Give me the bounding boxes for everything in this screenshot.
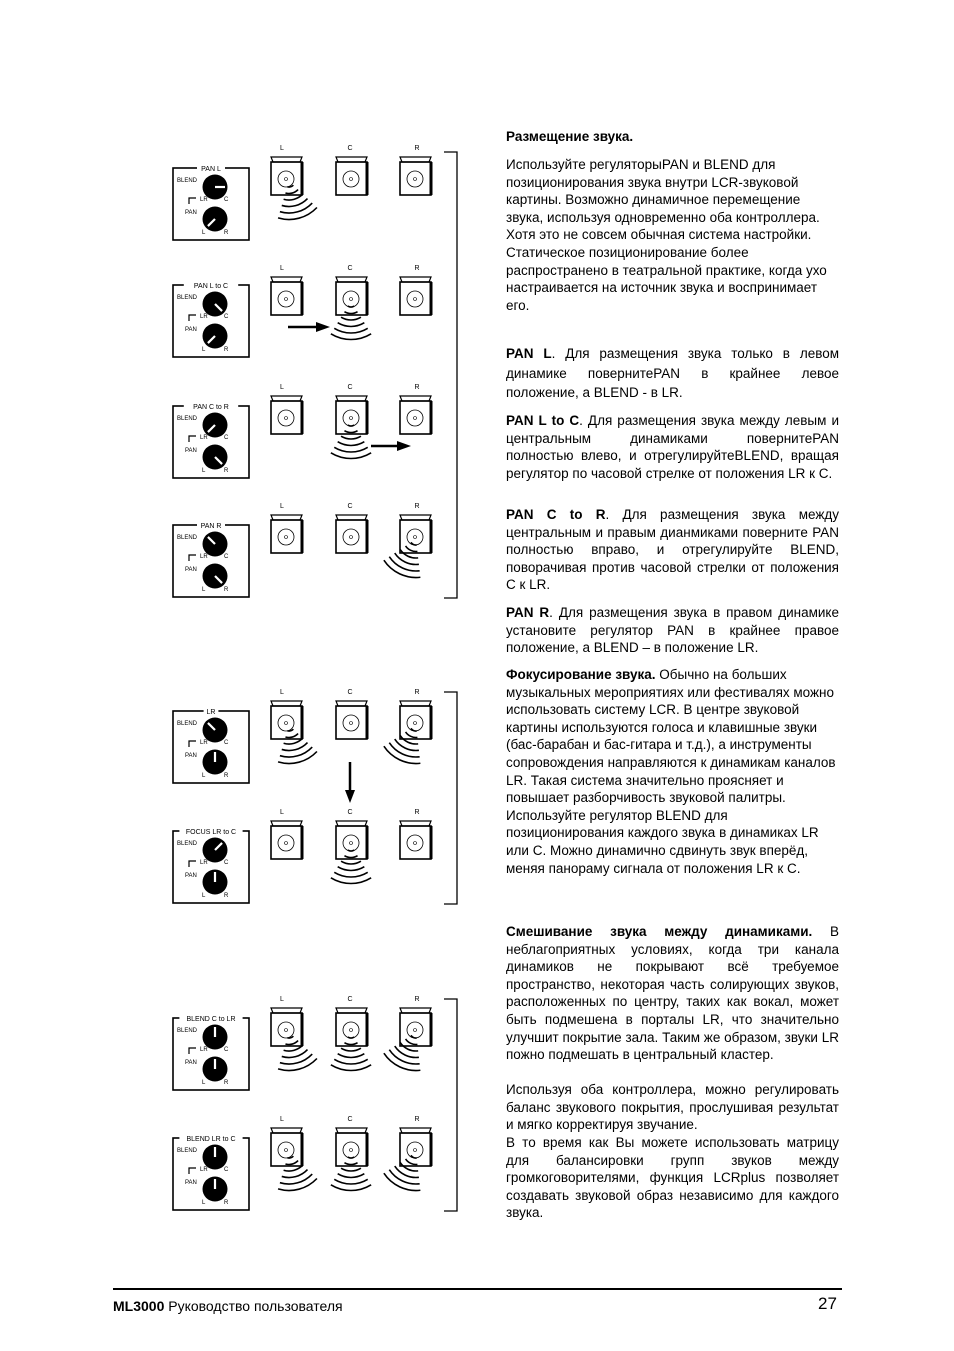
speaker-center-box — [336, 401, 367, 434]
sound-wave — [348, 1037, 354, 1038]
speaker-left-cone — [278, 529, 294, 545]
speaker-row — [271, 1116, 431, 1191]
sound-wave — [341, 436, 361, 439]
speaker-center-cone — [343, 291, 359, 307]
speaker-center-cone — [343, 715, 359, 731]
sound-wave — [341, 317, 361, 320]
control-panel — [173, 401, 249, 478]
speaker-center-box — [336, 162, 367, 195]
sec-mix-2: Используя оба контроллера, можно регулировать баланс звукового покрытия, прослушивая результат и мягко корректируя звучание. — [506, 1082, 839, 1133]
speaker-right-box — [400, 401, 431, 434]
speaker-left-box — [271, 282, 302, 315]
sec-mix-title: Смешивание звука между динамиками. — [506, 924, 813, 939]
knob-l-label: L — [202, 1200, 206, 1206]
move-arrow-head — [316, 322, 330, 332]
footer-rule — [113, 1288, 842, 1290]
control-panel — [173, 1133, 249, 1210]
bracket-mark — [189, 741, 196, 747]
speaker-row — [271, 384, 431, 458]
sound-wave — [406, 546, 418, 552]
sound-wave — [334, 328, 367, 333]
knob-r-label: R — [224, 230, 229, 236]
bracket-mark — [189, 436, 196, 442]
panel-title: FOCUS LR to C — [185, 829, 237, 836]
speaker-left-dust-cap — [285, 1149, 288, 1152]
speaker-right-box — [400, 282, 431, 315]
sound-wave — [285, 734, 298, 738]
speaker-left-dust-cap — [285, 722, 288, 725]
speaker-left-cone — [278, 410, 294, 426]
sec-pan-l-c — [506, 412, 839, 482]
speaker-right-dust-cap — [414, 1029, 417, 1032]
speaker-left-dust-cap — [285, 178, 288, 181]
speaker-right-dust-cap — [414, 1149, 417, 1152]
sound-wave — [331, 453, 371, 459]
sound-wave — [348, 1157, 354, 1158]
speaker-center-box — [336, 282, 367, 315]
speaker-label: R — [414, 689, 420, 696]
speaker-center-cone — [343, 529, 359, 545]
knob-l-label: L — [202, 893, 206, 899]
group-bracket — [444, 152, 457, 598]
pan-label: PAN — [185, 753, 197, 759]
control-panel — [173, 280, 249, 357]
speaker-left-cone — [278, 1142, 294, 1158]
knob-c-label: C — [224, 860, 229, 866]
control-panel — [173, 163, 249, 240]
blend-label: BLEND — [177, 1028, 198, 1034]
speaker-right-box — [400, 520, 431, 553]
sound-wave — [348, 306, 354, 307]
speaker-left-box — [271, 520, 302, 553]
speaker-left-box — [271, 826, 302, 859]
sound-wave — [331, 1185, 371, 1191]
sound-wave — [338, 1174, 365, 1178]
sound-wave — [331, 878, 371, 884]
sec-pan-c-r — [506, 506, 839, 594]
knob-r-label: R — [224, 773, 229, 779]
knob-c-label: C — [224, 435, 229, 441]
pan-label: PAN — [185, 1180, 197, 1186]
sound-wave — [341, 1048, 361, 1051]
sec-mix — [506, 923, 839, 1064]
sec-pan-l-body: . Для размещения звука только в левом динамике повернитеPAN в крайнее левое положение, а BLEND - в LR. — [506, 346, 840, 400]
sound-wave — [384, 560, 420, 577]
speaker-label: C — [347, 996, 353, 1003]
knob-c-label: C — [224, 1167, 229, 1173]
group-bracket — [444, 999, 457, 1211]
speaker-right-cone — [407, 291, 423, 307]
sound-wave — [384, 1173, 420, 1190]
speaker-center-dust-cap — [350, 1149, 353, 1152]
knob-l-label: L — [202, 773, 206, 779]
speaker-label: C — [347, 689, 353, 696]
pan-label: PAN — [185, 873, 197, 879]
speaker-right-cone — [407, 410, 423, 426]
speaker-center-box — [336, 1013, 367, 1046]
speaker-center-box — [336, 826, 367, 859]
speaker-left-cone — [278, 835, 294, 851]
sound-wave — [278, 751, 317, 763]
bracket-mark — [189, 1168, 196, 1174]
sound-wave — [341, 861, 361, 864]
pan-label: PAN — [185, 327, 197, 333]
sec-pan-l-c-title: PAN L to C — [506, 413, 580, 428]
speaker-center-dust-cap — [350, 842, 353, 845]
sound-wave — [331, 1065, 371, 1071]
sound-wave — [338, 323, 365, 327]
move-arrow-head — [397, 441, 411, 451]
speaker-center-dust-cap — [350, 1029, 353, 1032]
speaker-label: C — [347, 145, 353, 152]
speaker-center-cone — [343, 171, 359, 187]
sec-pan-c-r-title: PAN C to R — [506, 507, 606, 522]
speaker-center-cone — [343, 835, 359, 851]
speaker-label: R — [414, 265, 420, 272]
sound-wave — [338, 442, 365, 446]
speaker-label: L — [280, 145, 284, 152]
speaker-center-dust-cap — [350, 178, 353, 181]
speaker-left-box — [271, 401, 302, 434]
bracket-mark — [189, 1048, 196, 1054]
sound-wave — [334, 1059, 367, 1064]
speaker-row — [271, 689, 431, 764]
knob-lr-label: LR — [200, 740, 208, 746]
sec-pan-c-r-body: . Для размещения звука между центральным и правым дианмиками поверните PAN полностью вправо, и отрегулируйте BLEND, поворачивая против часовой стрелки от положения С к LR. — [506, 507, 839, 593]
speaker-left-dust-cap — [285, 536, 288, 539]
speaker-center-cone — [343, 410, 359, 426]
speaker-center-box — [336, 1133, 367, 1166]
speaker-center-box — [336, 706, 367, 739]
blend-label: BLEND — [177, 416, 198, 422]
knob-r-label: R — [224, 587, 229, 593]
speaker-right-cone — [407, 529, 423, 545]
knob-r-label: R — [224, 1200, 229, 1206]
knob-lr-label: LR — [200, 197, 208, 203]
knob-r-label: R — [224, 1080, 229, 1086]
speaker-center-dust-cap — [350, 417, 353, 420]
knob-c-label: C — [224, 554, 229, 560]
speaker-right-box — [400, 706, 431, 739]
sound-wave — [344, 312, 357, 314]
panel-title: PAN R — [200, 523, 222, 530]
sound-wave — [406, 732, 418, 738]
panel-title: BLEND C to LR — [186, 1016, 236, 1023]
speaker-right-box — [400, 1013, 431, 1046]
knob-lr-label: LR — [200, 860, 208, 866]
blend-label: BLEND — [177, 178, 198, 184]
panel-title: BLEND LR to C — [186, 1136, 236, 1143]
footer-model: ML3000 — [113, 1298, 165, 1314]
sec-pan-l-c-body: . Для размещения звука между левым и центральным динамиками повернитеPAN полностью влево, и отрегулируйтеBLEND, вращая регулятор по часовой стрелке от положения LR к С. — [506, 413, 840, 481]
knob-r-label: R — [224, 468, 229, 474]
sound-wave — [278, 1178, 317, 1190]
sound-wave — [331, 334, 371, 340]
speaker-right-box — [400, 162, 431, 195]
sound-wave — [334, 872, 367, 877]
group-bracket — [444, 692, 457, 904]
sec-focus-title: Фокусирование звука. — [506, 667, 656, 682]
blend-label: BLEND — [177, 721, 198, 727]
sound-wave — [334, 1179, 367, 1184]
speaker-label: L — [280, 809, 284, 816]
knob-l-label: L — [202, 587, 206, 593]
speaker-label: L — [280, 1116, 284, 1123]
pan-label: PAN — [185, 448, 197, 454]
knob-l-label: L — [202, 1080, 206, 1086]
speaker-label: C — [347, 384, 353, 391]
sound-wave — [280, 1054, 312, 1064]
knob-lr-label: LR — [200, 435, 208, 441]
sec-pan-r-body: . Для размещения звука в правом динамике установите регулятор PAN в крайнее правое положение, а BLEND – в положение LR. — [506, 605, 839, 656]
speaker-label: L — [280, 689, 284, 696]
sound-wave — [280, 1174, 312, 1184]
pan-label: PAN — [185, 567, 197, 573]
sound-wave — [278, 207, 317, 219]
sound-wave — [348, 425, 354, 426]
knob-lr-label: LR — [200, 314, 208, 320]
speaker-label: L — [280, 503, 284, 510]
speaker-center-cone — [343, 1022, 359, 1038]
control-panel — [173, 1013, 249, 1090]
bracket-mark — [189, 861, 196, 867]
speaker-label: R — [414, 503, 420, 510]
speaker-label: R — [414, 384, 420, 391]
sec-focus-body: Обычно на больших музыкальных мероприятиях или фестивалях можно использовать систему LCR. В центре звуковой картины используются голоса и клавишные звуки (бас-барабан и бас-гитара и т.д.), а инструменты сопровождения направляются к динамикам каналов LR. Такая система значительно проясняет и повышает разборчивость звуковой палитры. Используйте регулятор BLEND для позиционирования каждого звука в динамиках LR или С. Можно динамично сдвинуть звук вперёд, меняя панораму сигнала от положения LR к С. — [506, 667, 836, 876]
speaker-row — [271, 762, 431, 883]
pan-label: PAN — [185, 1060, 197, 1066]
blend-label: BLEND — [177, 841, 198, 847]
sec-pan-l — [506, 344, 839, 403]
knob-lr-label: LR — [200, 1167, 208, 1173]
sound-wave — [338, 1054, 365, 1058]
sec-focus — [506, 666, 839, 877]
blend-label: BLEND — [177, 535, 198, 541]
control-panel — [173, 826, 249, 903]
pan-label: PAN — [185, 210, 197, 216]
sound-wave — [384, 1053, 420, 1070]
sec-pan-r — [506, 604, 839, 657]
speaker-right-cone — [407, 715, 423, 731]
bracket-mark — [189, 315, 196, 321]
knob-c-label: C — [224, 740, 229, 746]
speaker-left-cone — [278, 171, 294, 187]
knob-r-label: R — [224, 347, 229, 353]
speaker-label: L — [280, 996, 284, 1003]
sec-mix-3: В то время как Вы можете использовать матрицу для балансировки групп звуков между громкоговорителями, функция LCRplus позволяет создавать звуковой образ независимо для каждого звука. — [506, 1135, 839, 1221]
speaker-right-box — [400, 1133, 431, 1166]
sound-wave — [285, 1041, 298, 1045]
speaker-left-dust-cap — [285, 417, 288, 420]
sound-wave — [348, 850, 354, 851]
speaker-right-box — [400, 826, 431, 859]
speaker-row — [271, 996, 431, 1071]
bracket-mark — [189, 198, 196, 204]
sound-wave — [278, 1058, 317, 1070]
speaker-label: R — [414, 1116, 420, 1123]
knob-r-label: R — [224, 893, 229, 899]
sec-placement-title: Размещение звука. — [506, 129, 634, 144]
speaker-center-box — [336, 520, 367, 553]
sec-pan-r-title: PAN R — [506, 605, 550, 620]
move-arrow-head — [345, 790, 355, 803]
sound-wave — [285, 190, 298, 194]
knob-l-label: L — [202, 230, 206, 236]
speaker-label: C — [347, 809, 353, 816]
sound-wave — [285, 1161, 298, 1165]
sound-wave — [344, 1043, 357, 1045]
sound-wave — [406, 1039, 418, 1045]
page-number: 27 — [818, 1294, 837, 1313]
footer-title — [113, 1298, 343, 1314]
speaker-center-dust-cap — [350, 536, 353, 539]
knob-c-label: C — [224, 314, 229, 320]
control-panel — [173, 706, 249, 783]
speaker-right-dust-cap — [414, 298, 417, 301]
speaker-label: R — [414, 145, 420, 152]
sound-wave — [280, 747, 312, 757]
blend-label: BLEND — [177, 1148, 198, 1154]
sec-mix-body: В неблагоприятных условиях, когда три канала динамиков не покрывают всё требуемое пространство, некоторая часть солирующих звуков, расположенных по центру, таких как вокал, может быть подмешена в порталы LR, что значительно улучшит покрытие зала. Таким же образом, звуки LR пожно подмешать в центральный кластер. — [506, 924, 839, 1063]
speaker-right-dust-cap — [414, 536, 417, 539]
speaker-right-dust-cap — [414, 178, 417, 181]
speaker-left-dust-cap — [285, 1029, 288, 1032]
speaker-left-cone — [278, 1022, 294, 1038]
blend-label: BLEND — [177, 295, 198, 301]
speaker-label: C — [347, 1116, 353, 1123]
knob-c-label: C — [224, 197, 229, 203]
speaker-right-dust-cap — [414, 722, 417, 725]
speaker-row — [271, 503, 431, 578]
speaker-right-dust-cap — [414, 417, 417, 420]
speaker-label: C — [347, 265, 353, 272]
speaker-center-dust-cap — [350, 722, 353, 725]
sec-placement-body: Используйте регуляторыPAN и BLEND для позиционирования звука внутри LCR-звуковой картины. Возможно динамичное перемещение звука, используя одновременно оба контроллера. Хотя это не совсем обычная система настройки. Статическое позиционирование более распространено в театральной практике, когда ухо настраивается на источник звука и воспринимает его. — [506, 157, 827, 313]
speaker-right-cone — [407, 1142, 423, 1158]
speaker-label: L — [280, 265, 284, 272]
footer-subtitle: Руководство пользователя — [164, 1298, 343, 1314]
sound-wave — [280, 203, 312, 213]
knob-lr-label: LR — [200, 554, 208, 560]
speaker-center-dust-cap — [350, 298, 353, 301]
speaker-label: C — [347, 503, 353, 510]
sound-wave — [384, 746, 420, 763]
sound-wave — [338, 867, 365, 871]
speaker-label: R — [414, 809, 420, 816]
speaker-label: R — [414, 996, 420, 1003]
sound-wave — [344, 856, 357, 858]
panel-title: PAN C to R — [193, 404, 229, 411]
sound-wave — [334, 447, 367, 452]
speaker-left-cone — [278, 291, 294, 307]
speaker-right-dust-cap — [414, 842, 417, 845]
control-panel — [173, 520, 249, 597]
speaker-center-cone — [343, 1142, 359, 1158]
knob-c-label: C — [224, 1047, 229, 1053]
panel-title: LR — [206, 709, 216, 716]
sound-wave — [344, 431, 357, 433]
sound-wave — [341, 1168, 361, 1171]
knob-l-label: L — [202, 468, 206, 474]
sec-pan-l-title: PAN L — [506, 346, 552, 361]
speaker-left-dust-cap — [285, 298, 288, 301]
speaker-right-cone — [407, 171, 423, 187]
knob-l-label: L — [202, 347, 206, 353]
speaker-row — [271, 145, 431, 220]
speaker-label: L — [280, 384, 284, 391]
speaker-row — [271, 265, 431, 340]
speaker-left-cone — [278, 715, 294, 731]
panel-title: PAN L — [201, 166, 221, 173]
sound-wave — [344, 1163, 357, 1165]
speaker-right-cone — [407, 1022, 423, 1038]
speaker-left-dust-cap — [285, 842, 288, 845]
knob-lr-label: LR — [200, 1047, 208, 1053]
bracket-mark — [189, 555, 196, 561]
speaker-right-cone — [407, 835, 423, 851]
panel-title: PAN L to C — [193, 283, 229, 290]
sound-wave — [406, 1159, 418, 1165]
